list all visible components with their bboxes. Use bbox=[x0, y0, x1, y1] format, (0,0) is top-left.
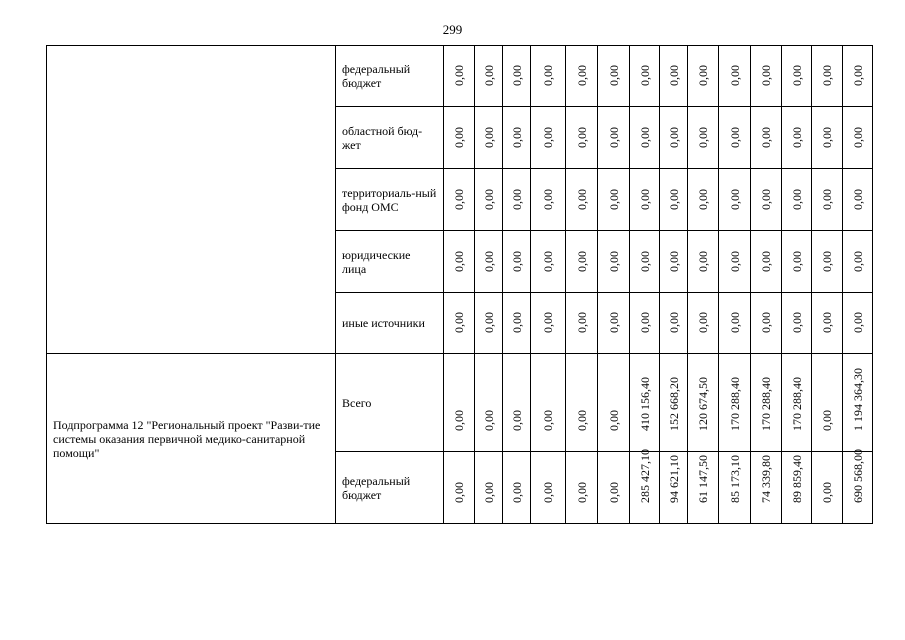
value-cell bbox=[660, 169, 688, 231]
funding-source-cell: иные источники bbox=[336, 293, 444, 354]
value-cell bbox=[843, 169, 873, 231]
value-text: 0,00 bbox=[574, 482, 589, 503]
value-text: 0,00 bbox=[727, 65, 742, 86]
value-cell bbox=[598, 46, 630, 107]
value-text: 0,00 bbox=[759, 251, 773, 272]
value-text: 0,00 bbox=[666, 65, 681, 86]
value-text: 0,00 bbox=[789, 251, 804, 272]
value-cell bbox=[782, 169, 812, 231]
value-cell bbox=[630, 231, 660, 293]
value-text: 0,00 bbox=[820, 251, 834, 272]
value-text: 0,00 bbox=[541, 251, 555, 272]
value-cell bbox=[812, 293, 843, 354]
value-cell bbox=[566, 354, 598, 452]
value-text: 0,00 bbox=[820, 312, 834, 333]
value-cell bbox=[566, 107, 598, 169]
value-cell bbox=[688, 169, 719, 231]
value-text: 0,00 bbox=[452, 65, 466, 86]
value-text: 74 339,80 bbox=[759, 455, 773, 503]
value-text: 0,00 bbox=[541, 482, 555, 503]
value-cell bbox=[503, 231, 531, 293]
value-cell bbox=[630, 354, 660, 452]
value-cell bbox=[782, 452, 812, 524]
value-cell bbox=[630, 293, 660, 354]
value-text: 0,00 bbox=[481, 65, 496, 86]
value-text: 0,00 bbox=[789, 312, 804, 333]
value-cell bbox=[444, 107, 475, 169]
value-text: 0,00 bbox=[727, 127, 742, 148]
value-cell bbox=[475, 293, 503, 354]
value-cell bbox=[782, 293, 812, 354]
value-text: 0,00 bbox=[452, 127, 466, 148]
value-cell bbox=[751, 46, 782, 107]
value-text: 0,00 bbox=[541, 65, 555, 86]
value-cell bbox=[475, 354, 503, 452]
value-text: 0,00 bbox=[452, 251, 466, 272]
value-text: 0,00 bbox=[696, 251, 710, 272]
value-cell bbox=[843, 354, 873, 452]
value-cell bbox=[503, 107, 531, 169]
value-text: 0,00 bbox=[820, 482, 834, 503]
value-text: 0,00 bbox=[481, 482, 496, 503]
value-cell bbox=[444, 231, 475, 293]
value-cell bbox=[566, 46, 598, 107]
value-text: 0,00 bbox=[727, 251, 742, 272]
value-cell bbox=[660, 354, 688, 452]
value-cell bbox=[444, 354, 475, 452]
value-text: 0,00 bbox=[759, 65, 773, 86]
value-cell bbox=[475, 107, 503, 169]
value-text: 0,00 bbox=[789, 65, 804, 86]
value-text: 0,00 bbox=[850, 189, 865, 210]
value-text: 0,00 bbox=[541, 189, 555, 210]
value-cell bbox=[531, 231, 566, 293]
value-text: 0,00 bbox=[574, 251, 589, 272]
value-text: 0,00 bbox=[696, 65, 710, 86]
value-cell bbox=[782, 46, 812, 107]
value-text: 0,00 bbox=[637, 127, 652, 148]
value-text: 1 194 364,30 bbox=[850, 368, 865, 431]
value-cell bbox=[812, 107, 843, 169]
funding-source-cell: федеральный бюджет bbox=[336, 46, 444, 107]
budget-table bbox=[46, 45, 873, 524]
value-cell bbox=[812, 46, 843, 107]
value-text: 0,00 bbox=[574, 189, 589, 210]
value-text: 0,00 bbox=[606, 127, 621, 148]
value-text: 0,00 bbox=[509, 65, 524, 86]
value-text: 0,00 bbox=[541, 410, 555, 431]
value-cell bbox=[630, 169, 660, 231]
value-text: 0,00 bbox=[850, 312, 865, 333]
value-text: 0,00 bbox=[759, 127, 773, 148]
value-cell bbox=[812, 452, 843, 524]
value-text: 0,00 bbox=[509, 410, 524, 431]
value-cell bbox=[719, 231, 751, 293]
program-name-cell bbox=[47, 46, 336, 354]
page-number: 299 bbox=[442, 22, 463, 37]
value-cell bbox=[475, 452, 503, 524]
value-cell bbox=[475, 46, 503, 107]
value-cell bbox=[751, 107, 782, 169]
value-cell bbox=[503, 452, 531, 524]
value-cell bbox=[444, 452, 475, 524]
value-text: 152 668,20 bbox=[666, 377, 681, 431]
value-text: 0,00 bbox=[759, 312, 773, 333]
value-cell bbox=[843, 107, 873, 169]
value-text: 0,00 bbox=[666, 127, 681, 148]
value-text: 170 288,40 bbox=[759, 377, 773, 431]
program-name-cell: Подпрограмма 12 "Региональный проект "Разви-тие системы оказания первичной медико-санитарной помощи" bbox=[47, 354, 336, 524]
value-text: 0,00 bbox=[481, 127, 496, 148]
value-cell bbox=[660, 231, 688, 293]
value-text: 0,00 bbox=[509, 482, 524, 503]
value-text: 0,00 bbox=[666, 189, 681, 210]
value-text: 0,00 bbox=[637, 251, 652, 272]
value-cell bbox=[843, 46, 873, 107]
value-cell bbox=[688, 293, 719, 354]
value-text: 0,00 bbox=[789, 189, 804, 210]
value-cell bbox=[444, 46, 475, 107]
value-text: 0,00 bbox=[820, 65, 834, 86]
value-text: 0,00 bbox=[541, 127, 555, 148]
value-text: 0,00 bbox=[696, 312, 710, 333]
value-cell bbox=[531, 169, 566, 231]
value-text: 0,00 bbox=[820, 127, 834, 148]
value-cell bbox=[531, 107, 566, 169]
value-cell bbox=[843, 231, 873, 293]
value-text: 0,00 bbox=[606, 189, 621, 210]
value-text: 0,00 bbox=[606, 410, 621, 431]
value-text: 0,00 bbox=[509, 251, 524, 272]
value-text: 0,00 bbox=[606, 251, 621, 272]
value-cell bbox=[719, 354, 751, 452]
value-cell bbox=[660, 107, 688, 169]
value-cell bbox=[598, 107, 630, 169]
value-cell bbox=[598, 354, 630, 452]
value-text: 0,00 bbox=[850, 65, 865, 86]
table-row bbox=[47, 46, 873, 107]
value-text: 0,00 bbox=[696, 189, 710, 210]
value-cell bbox=[566, 452, 598, 524]
value-cell bbox=[660, 293, 688, 354]
value-cell bbox=[751, 452, 782, 524]
value-text: 0,00 bbox=[850, 127, 865, 148]
value-text: 94 621,10 bbox=[666, 455, 681, 503]
value-text: 0,00 bbox=[637, 312, 652, 333]
value-text: 0,00 bbox=[637, 189, 652, 210]
value-text: 0,00 bbox=[606, 312, 621, 333]
value-cell bbox=[566, 169, 598, 231]
value-cell bbox=[751, 293, 782, 354]
value-text: 0,00 bbox=[606, 482, 621, 503]
value-cell bbox=[719, 169, 751, 231]
value-text: 0,00 bbox=[452, 189, 466, 210]
value-cell bbox=[503, 293, 531, 354]
value-cell bbox=[719, 293, 751, 354]
value-cell bbox=[782, 107, 812, 169]
value-cell bbox=[751, 231, 782, 293]
value-cell bbox=[812, 354, 843, 452]
value-text: 0,00 bbox=[727, 189, 742, 210]
value-text: 61 147,50 bbox=[696, 455, 710, 503]
value-text: 0,00 bbox=[509, 127, 524, 148]
value-text: 690 568,00 bbox=[850, 449, 865, 503]
value-cell bbox=[782, 231, 812, 293]
value-cell bbox=[531, 354, 566, 452]
value-text: 0,00 bbox=[727, 312, 742, 333]
value-text: 0,00 bbox=[509, 189, 524, 210]
value-cell bbox=[503, 354, 531, 452]
value-text: 0,00 bbox=[696, 127, 710, 148]
value-text: 0,00 bbox=[637, 65, 652, 86]
value-cell bbox=[782, 354, 812, 452]
value-cell bbox=[688, 452, 719, 524]
value-text: 0,00 bbox=[666, 312, 681, 333]
value-cell bbox=[566, 231, 598, 293]
value-cell bbox=[812, 169, 843, 231]
value-cell bbox=[719, 107, 751, 169]
value-cell bbox=[812, 231, 843, 293]
value-text: 0,00 bbox=[481, 312, 496, 333]
value-text: 0,00 bbox=[481, 251, 496, 272]
value-cell bbox=[503, 169, 531, 231]
value-cell bbox=[660, 452, 688, 524]
value-text: 0,00 bbox=[481, 189, 496, 210]
funding-source-cell: федеральный бюджет bbox=[336, 452, 444, 524]
value-cell bbox=[751, 354, 782, 452]
value-cell bbox=[630, 46, 660, 107]
value-cell bbox=[719, 46, 751, 107]
value-cell bbox=[630, 107, 660, 169]
value-text: 0,00 bbox=[509, 312, 524, 333]
value-text: 89 859,40 bbox=[789, 455, 804, 503]
value-cell bbox=[444, 293, 475, 354]
value-text: 0,00 bbox=[452, 410, 466, 431]
value-text: 0,00 bbox=[759, 189, 773, 210]
value-text: 0,00 bbox=[820, 189, 834, 210]
value-cell bbox=[719, 452, 751, 524]
value-cell bbox=[688, 231, 719, 293]
funding-source-cell: Всего bbox=[336, 354, 444, 452]
value-cell bbox=[598, 169, 630, 231]
value-text: 0,00 bbox=[452, 312, 466, 333]
value-cell bbox=[475, 231, 503, 293]
value-text: 0,00 bbox=[452, 482, 466, 503]
value-cell bbox=[566, 293, 598, 354]
value-text: 0,00 bbox=[606, 65, 621, 86]
funding-source-cell: территориаль-ный фонд ОМС bbox=[336, 169, 444, 231]
value-cell bbox=[688, 46, 719, 107]
value-text: 0,00 bbox=[820, 410, 834, 431]
value-cell bbox=[598, 452, 630, 524]
value-cell bbox=[843, 449, 873, 524]
value-cell bbox=[531, 293, 566, 354]
value-text: 0,00 bbox=[789, 127, 804, 148]
value-text: 170 288,40 bbox=[789, 377, 804, 431]
value-cell bbox=[503, 46, 531, 107]
table-row bbox=[47, 354, 873, 452]
value-cell bbox=[630, 449, 660, 524]
value-text: 85 173,10 bbox=[727, 455, 742, 503]
value-text: 0,00 bbox=[574, 65, 589, 86]
funding-source-cell: областной бюд-жет bbox=[336, 107, 444, 169]
value-cell bbox=[688, 107, 719, 169]
value-text: 410 156,40 bbox=[637, 377, 652, 431]
value-cell bbox=[531, 452, 566, 524]
value-text: 0,00 bbox=[481, 410, 496, 431]
value-cell bbox=[598, 231, 630, 293]
value-text: 0,00 bbox=[541, 312, 555, 333]
value-cell bbox=[444, 169, 475, 231]
value-text: 170 288,40 bbox=[727, 377, 742, 431]
value-cell bbox=[660, 46, 688, 107]
value-text: 0,00 bbox=[850, 251, 865, 272]
value-text: 120 674,50 bbox=[696, 377, 710, 431]
funding-source-cell: юридические лица bbox=[336, 231, 444, 293]
value-cell bbox=[598, 293, 630, 354]
value-cell bbox=[475, 169, 503, 231]
value-text: 0,00 bbox=[574, 127, 589, 148]
value-text: 0,00 bbox=[666, 251, 681, 272]
value-cell bbox=[688, 354, 719, 452]
value-cell bbox=[531, 46, 566, 107]
value-text: 285 427,10 bbox=[637, 449, 652, 503]
value-text: 0,00 bbox=[574, 312, 589, 333]
value-text: 0,00 bbox=[574, 410, 589, 431]
value-cell bbox=[843, 293, 873, 354]
value-cell bbox=[751, 169, 782, 231]
